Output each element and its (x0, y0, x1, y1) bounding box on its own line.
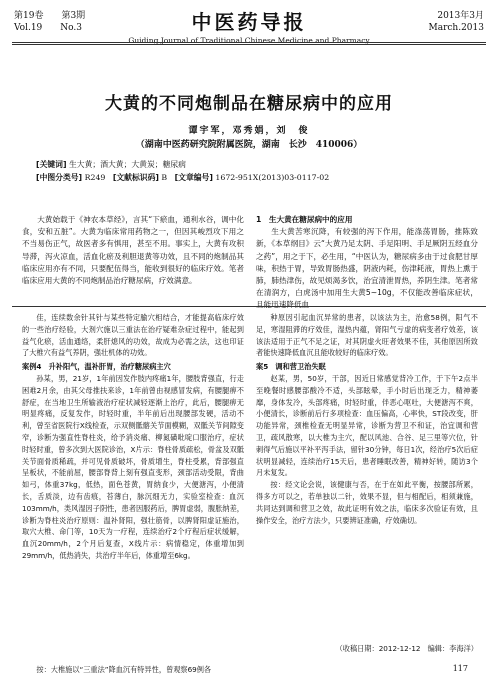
case-4-note: 按：大椎施以“三重法”降血沉有特异性，曾观察69例各 (36, 665, 212, 674)
section-divider (12, 306, 486, 307)
keywords-value: 生大黄；酒大黄；大黄炭；糖尿病 (69, 160, 186, 169)
received-line: （收稿日期：2012-12-12 编辑：李海洋） (335, 644, 478, 653)
section-1-text: 生大黄苦寒沉降，有较强的泻下作用，能涤荡胃肠，推陈致新，《本草纲目》云“大黄乃足太阴、手足阳明、手足厥阴五经血分之药”，用之于下，必生用，“中医认为，糖尿病多由于过食肥甘厚味，积热于胃，导致胃肠热盛，阴液内耗，伤津耗液，胃热上熏于肺，肺热津伤，故见烦渴多饮，治宜清泄胃热，养阴生津。笔者常在清润方，白虎汤中加用生大黄5~10g，不仅能改善临床症状，且能迅速降低血 (256, 227, 478, 310)
article-title: 大黄的不同炮制品在糖尿病中的应用 (105, 94, 393, 114)
doc-code-value: B (161, 173, 168, 182)
case-4-text: 孙某，男，21岁，1年前因发作肢内疼痛1年，腰肢背强直，行走困难2月余，由其父母推扶来诊，1年前曾由视感冒发病，有腰腿痹不舒症，在当地卫生所输液治疗症状减轻逐渐上治疗，此后，腰腿痹无明显疼痛，反复发作，时轻时重，半年前后出现腰部发硬，活动不利，曾至省医院行X线检查，示双侧骶髂关节面模糊，双骶关节间隙变窄，诊断为强直性脊柱炎，给予消炎痛、柳氮磺吡啶口服治疗，症状时轻时重，曾多次到大医院诊治，X片示：脊柱骨质疏松，骨盆及双骶关节面骨质稀疏，并可见骨质破坏，骨质增生，脊柱受累，背部强直呈板状，不能前屈，腰部脊背上刻有强直变形，颈部活动受限，背曲如弓，体重37kg，低热，面色苍黄，胃纳食少，大便溏泻，小便清长，舌质淡，边有齿痕，苔薄白，脉沉细无力，实验室检查：血沉103mm/h，类风湿因子阴性，患者因服药后，脾胃虚弱，腹胀纳差，诊断为脊柱炎治疗原则：温补肾阳，强壮筋骨，以脾肾阳虚证施治，取穴大椎、命门等，10天为一疗程，连续治疗2个疗程后症状缓解，血沉20mm/h，2个月后复查，X线片示：病情稳定，体重增加到29mm/h，低热消失，共治疗半年后，体重增至6kg。 (22, 373, 244, 560)
date-cn: 2013年3月 (437, 11, 484, 21)
issue-en: No.3 (60, 23, 83, 33)
article-affiliation: （湖南中医药研究院附属医院，湖南 长沙 410006） (135, 140, 363, 150)
volume-cn: 第19卷 (14, 11, 44, 21)
classification-line (36, 171, 329, 184)
page-number: 117 (452, 664, 468, 673)
journal-logo: 中医药导报 (191, 10, 307, 34)
case-5-heading: 案5 调和营卫治失眠 (256, 362, 326, 372)
doc-code-label: [文献标识码] (112, 173, 159, 182)
lower-left-column (22, 312, 244, 664)
keywords-line (36, 158, 329, 171)
intro-paragraph: 大黄始载于《神农本草经》，言其“下瘀血，通利水谷，调中化食，安和五脏”。大黄为临床常用药物之一，但因其峻烈攻下用之不当易伤正气，故医者多有惧用，甚至不用。事实上，大黄有攻积导滞，泻火凉血，活血化瘀及利胆退黄等功效，且不同的炮制品其临床应用亦有不同，只要配伍得当，能收到很好的临床疗效。笔者临床应用大黄的不同炮制品治疗糖尿病，疗效满意。 (22, 215, 244, 286)
header-center (0, 6, 498, 45)
upper-left-column (22, 214, 244, 287)
article-meta (36, 158, 329, 184)
lower-right-column (256, 312, 478, 657)
section-1-heading: 1 生大黄在糖尿病中的应用 (256, 215, 353, 224)
header-rule-thin (12, 44, 486, 45)
article-no-value: 1672-951X(2013)03-0117-02 (215, 173, 330, 182)
clc-label: [中图分类号] (36, 173, 83, 182)
header-rule (12, 42, 486, 43)
article-no-label: [文章编号] (174, 173, 213, 182)
case-5-text: 赵某，男，50岁，干部，因近日常感觉背冷工作，于下午2点半至晚餐时感腰部酸冷不适，头部眩晕，手小时后出现乏力，精神萎靡，身体发冷，头部疼痛，时轻时重，伴恶心呕吐，大便溏泻不爽，小便清长，诊断前后行多项检查：血压偏高，心率快，ST段改变，肝功能异常，颈椎检查无明显异常，诊断为营卫不和证，治宜调和营卫，疏风散寒，以大椎为主穴，配以风池、合谷、足三里等穴位，针刺得气后施以平补平泻手法，留针30分钟，每日1次，经治疗5次后症状明显减轻，连续治疗15天后，患者睡眠改善，精神好转，随访3个月未复发。 (256, 373, 478, 478)
journal-en-name: Guiding Journal of Traditional Chinese Medicine and Pharmacy (128, 36, 370, 45)
article-authors: 谭宇军，邓秀娟，刘 俊 (188, 126, 310, 136)
header-right (429, 10, 485, 34)
lower-right-intro: 种原因引起血沉异常的患者，以该法为主，治愈58例，阳气不足，寒湿阻滞的疗效佳，湿热内蕴，肾阳气亏虚的病变者疗效差，该该法适用于正气不足之证，对其阴虚火旺者效果不佳，其他原因所致者能快速降低血沉且能收较好的临床疗效。 (256, 313, 478, 358)
lower-left-intro: 佳，连续数余针其针与某些特定腧穴相结合，才能提高临床疗效的一些治疗经验，大剂穴施以三重法在治疗疑难杂症过程中，能起到益气化瘀，活血通络，柔肝熄风的功效，故成为必需之法，这也印证了大椎穴有益气养阴，强壮机体的功效。 (22, 313, 244, 358)
case-4-heading: 案例4 升补阳气，温补肝胃，治疗糖尿病主穴 (22, 362, 171, 372)
date-en: March.2013 (428, 23, 484, 33)
upper-right-column (256, 214, 478, 312)
volume-en: Vol.19 (14, 23, 43, 33)
issue-cn: 第3期 (61, 11, 86, 21)
clc-value: R249 (84, 173, 106, 182)
keywords-label: [关键词] (36, 160, 67, 169)
case-5-note: 按：经文论会说，该健康与否，在于在如此平衡，按腰部所累，得多方可以之，若单独以二针，效果不显，但与相配后，相须兼施，共同达到调和营卫之效，故此证明有效之法，临床多次验证有效，且操作安全，治疗方法少，只要辨证准确，疗效确切。 (256, 480, 478, 525)
lower-left-last-line (22, 664, 244, 676)
